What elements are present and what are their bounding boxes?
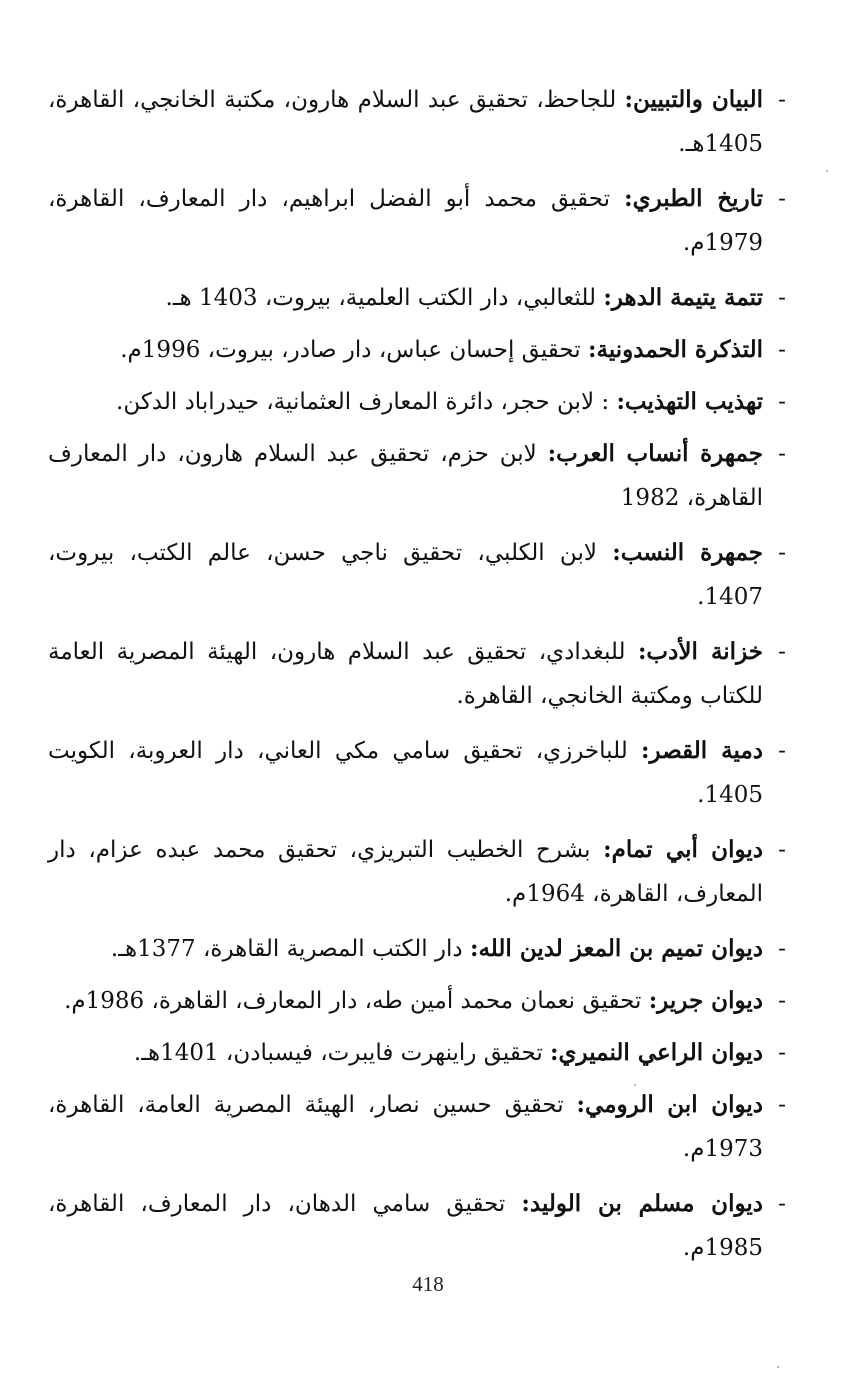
bibliography-entry xyxy=(48,927,793,971)
bibliography-entry xyxy=(48,531,793,619)
bibliography-entry xyxy=(48,1083,793,1171)
entry-details: للجاحظ، تحقيق عبد السلام هارون، مكتبة الخانجي، القاهرة، 1405هـ. xyxy=(48,87,763,157)
entry-dash: - xyxy=(778,87,786,113)
bibliography-entry xyxy=(48,380,793,424)
entry-details: دار الكتب المصرية القاهرة، 1377هـ. xyxy=(110,936,470,962)
entry-dash: - xyxy=(778,988,786,1014)
bibliography-entry xyxy=(48,276,793,320)
entry-title: جمهرة أنساب العرب: xyxy=(547,440,763,467)
entry-details: لابن حزم، تحقيق عبد السلام هارون، دار المعارف القاهرة، 1982 xyxy=(48,441,763,511)
entry-dash: - xyxy=(778,837,786,863)
entry-details: للبغدادي، تحقيق عبد السلام هارون، الهيئة المصرية العامة للكتاب ومكتبة الخانجي، القاهرة. xyxy=(48,639,763,709)
bibliography-entry xyxy=(48,78,793,166)
entry-details: : لابن حجر، دائرة المعارف العثمانية، حيدراباد الدكن. xyxy=(116,389,617,415)
entry-details: تحقيق نعمان محمد أمين طه، دار المعارف، القاهرة، 1986م. xyxy=(64,988,649,1014)
scan-speck xyxy=(634,1084,636,1086)
entry-dash: - xyxy=(778,1191,786,1217)
bibliography-list xyxy=(48,78,793,1281)
page-number: 418 xyxy=(412,1272,444,1296)
entry-dash: - xyxy=(778,285,786,311)
entry-details: تحقيق راينهرت فايبرت، فيسبادن، 1401هـ. xyxy=(133,1040,551,1066)
entry-title: ديوان جرير: xyxy=(648,987,763,1014)
scan-speck xyxy=(777,1366,779,1368)
entry-dash: - xyxy=(778,738,786,764)
entry-title: ديوان تميم بن المعز لدين الله: xyxy=(469,935,763,962)
entry-title: ديوان الراعي النميري: xyxy=(550,1039,763,1066)
entry-details: بشرح الخطيب التبريزي، تحقيق محمد عبده عزام، دار المعارف، القاهرة، 1964م. xyxy=(48,837,763,907)
entry-dash: - xyxy=(778,337,786,363)
entry-title: جمهرة النسب: xyxy=(612,539,764,566)
entry-dash: - xyxy=(778,441,786,467)
bibliography-entry xyxy=(48,432,793,520)
entry-title: ديوان ابن الرومي: xyxy=(576,1091,763,1118)
entry-title: ديوان مسلم بن الوليد: xyxy=(521,1190,763,1217)
entry-details: تحقيق محمد أبو الفضل ابراهيم، دار المعارف، القاهرة، 1979م. xyxy=(48,186,763,256)
entry-dash: - xyxy=(778,389,786,415)
entry-title: التذكرة الحمدونية: xyxy=(588,336,763,363)
entry-details: للباخرزي، تحقيق سامي مكي العاني، دار العروبة، الكويت 1405. xyxy=(48,738,763,808)
entry-title: ديوان أبي تمام: xyxy=(603,836,763,863)
bibliography-entry xyxy=(48,1182,793,1270)
entry-details: لابن الكلبي، تحقيق ناجي حسن، عالم الكتب، بيروت، 1407. xyxy=(48,540,763,610)
bibliography-entry xyxy=(48,1031,793,1075)
entry-dash: - xyxy=(778,1092,786,1118)
entry-details: تحقيق إحسان عباس، دار صادر، بيروت، 1996م. xyxy=(120,337,588,363)
entry-dash: - xyxy=(778,186,786,212)
scan-speck xyxy=(826,170,828,172)
bibliography-entry xyxy=(48,630,793,718)
entry-dash: - xyxy=(778,1040,786,1066)
entry-dash: - xyxy=(778,936,786,962)
entry-title: البيان والتبيين: xyxy=(624,86,763,113)
entry-dash: - xyxy=(778,540,786,566)
bibliography-entry xyxy=(48,828,793,916)
entry-title: تاريخ الطبري: xyxy=(624,185,763,212)
entry-dash: - xyxy=(778,639,786,665)
bibliography-entry xyxy=(48,729,793,817)
entry-details: تحقيق سامي الدهان، دار المعارف، القاهرة، 1985م. xyxy=(48,1191,763,1261)
bibliography-entry xyxy=(48,177,793,265)
bibliography-entry xyxy=(48,979,793,1023)
entry-details: للثعالبي، دار الكتب العلمية، بيروت، 1403 هـ. xyxy=(165,285,604,311)
bibliography-entry xyxy=(48,328,793,372)
entry-title: دمية القصر: xyxy=(641,737,764,764)
entry-title: خزانة الأدب: xyxy=(637,638,763,665)
entry-details: تحقيق حسين نصار، الهيئة المصرية العامة، القاهرة، 1973م. xyxy=(48,1092,763,1162)
entry-title: تتمة يتيمة الدهر: xyxy=(603,284,763,311)
entry-title: تهذيب التهذيب: xyxy=(616,388,763,415)
